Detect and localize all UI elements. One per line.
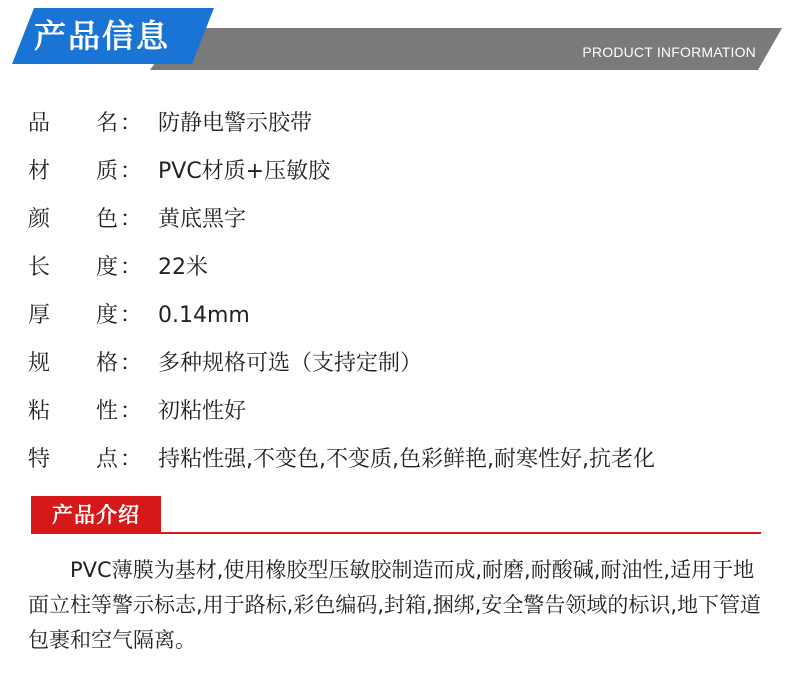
spec-label-char2: 色 <box>96 207 119 232</box>
banner-title: 产品信息 <box>34 17 171 55</box>
spec-value-features: 持粘性强,不变色,不变质,色彩鲜艳,耐寒性好,抗老化 <box>158 447 655 472</box>
spec-value-tack: 初粘性好 <box>158 399 247 424</box>
spec-label-char1: 长 <box>28 255 51 280</box>
spec-colon: ： <box>120 111 143 136</box>
spec-label-char2: 格 <box>96 351 119 376</box>
spec-colon: ： <box>120 351 143 376</box>
spec-label-char2: 名 <box>96 111 119 136</box>
product-intro-divider <box>31 532 761 534</box>
product-intro-text: PVC薄膜为基材,使用橡胶型压敏胶制造而成,耐磨,耐酸碱,耐油性,适用于地面立柱等警示标志,用于路标,彩色编码,封箱,捆绑,安全警告领域的标识,地下管道包裹和空气隔离。 <box>28 558 762 652</box>
spec-colon: ： <box>120 207 143 232</box>
spec-label-char2: 度 <box>96 255 119 280</box>
spec-colon: ： <box>120 447 143 472</box>
spec-value-color: 黄底黑字 <box>158 207 247 232</box>
spec-label-char1: 品 <box>28 111 51 136</box>
spec-value-length: 22米 <box>158 255 208 280</box>
spec-label-char2: 性 <box>96 399 119 424</box>
spec-label-char1: 厚 <box>28 303 51 328</box>
spec-label-char1: 规 <box>28 351 51 376</box>
spec-label-char2: 点 <box>96 447 119 472</box>
spec-row-color <box>0 196 790 244</box>
spec-row-name <box>0 100 790 148</box>
spec-row-material <box>0 148 790 196</box>
spec-value-size: 多种规格可选（支持定制） <box>158 351 423 376</box>
spec-value-material: PVC材质+压敏胶 <box>158 159 331 184</box>
banner-subtitle: PRODUCT INFORMATION <box>582 44 756 60</box>
spec-row-thickness <box>0 292 790 340</box>
spec-label-char2: 质 <box>96 159 119 184</box>
spec-label-char1: 颜 <box>28 207 51 232</box>
spec-colon: ： <box>120 255 143 280</box>
product-info-banner <box>0 0 790 75</box>
spec-row-size <box>0 340 790 388</box>
product-intro-label: 产品介绍 <box>31 496 161 534</box>
spec-colon: ： <box>120 159 143 184</box>
spec-label-char1: 材 <box>28 159 51 184</box>
spec-colon: ： <box>120 303 143 328</box>
spec-row-length <box>0 244 790 292</box>
spec-label-char1: 粘 <box>28 399 51 424</box>
spec-value-thickness: 0.14mm <box>158 303 250 328</box>
spec-colon: ： <box>120 399 143 424</box>
spec-row-tack <box>0 388 790 436</box>
spec-label-char1: 特 <box>28 447 51 472</box>
spec-row-features <box>0 436 790 484</box>
spec-label-char2: 度 <box>96 303 119 328</box>
spec-value-name: 防静电警示胶带 <box>158 111 313 136</box>
